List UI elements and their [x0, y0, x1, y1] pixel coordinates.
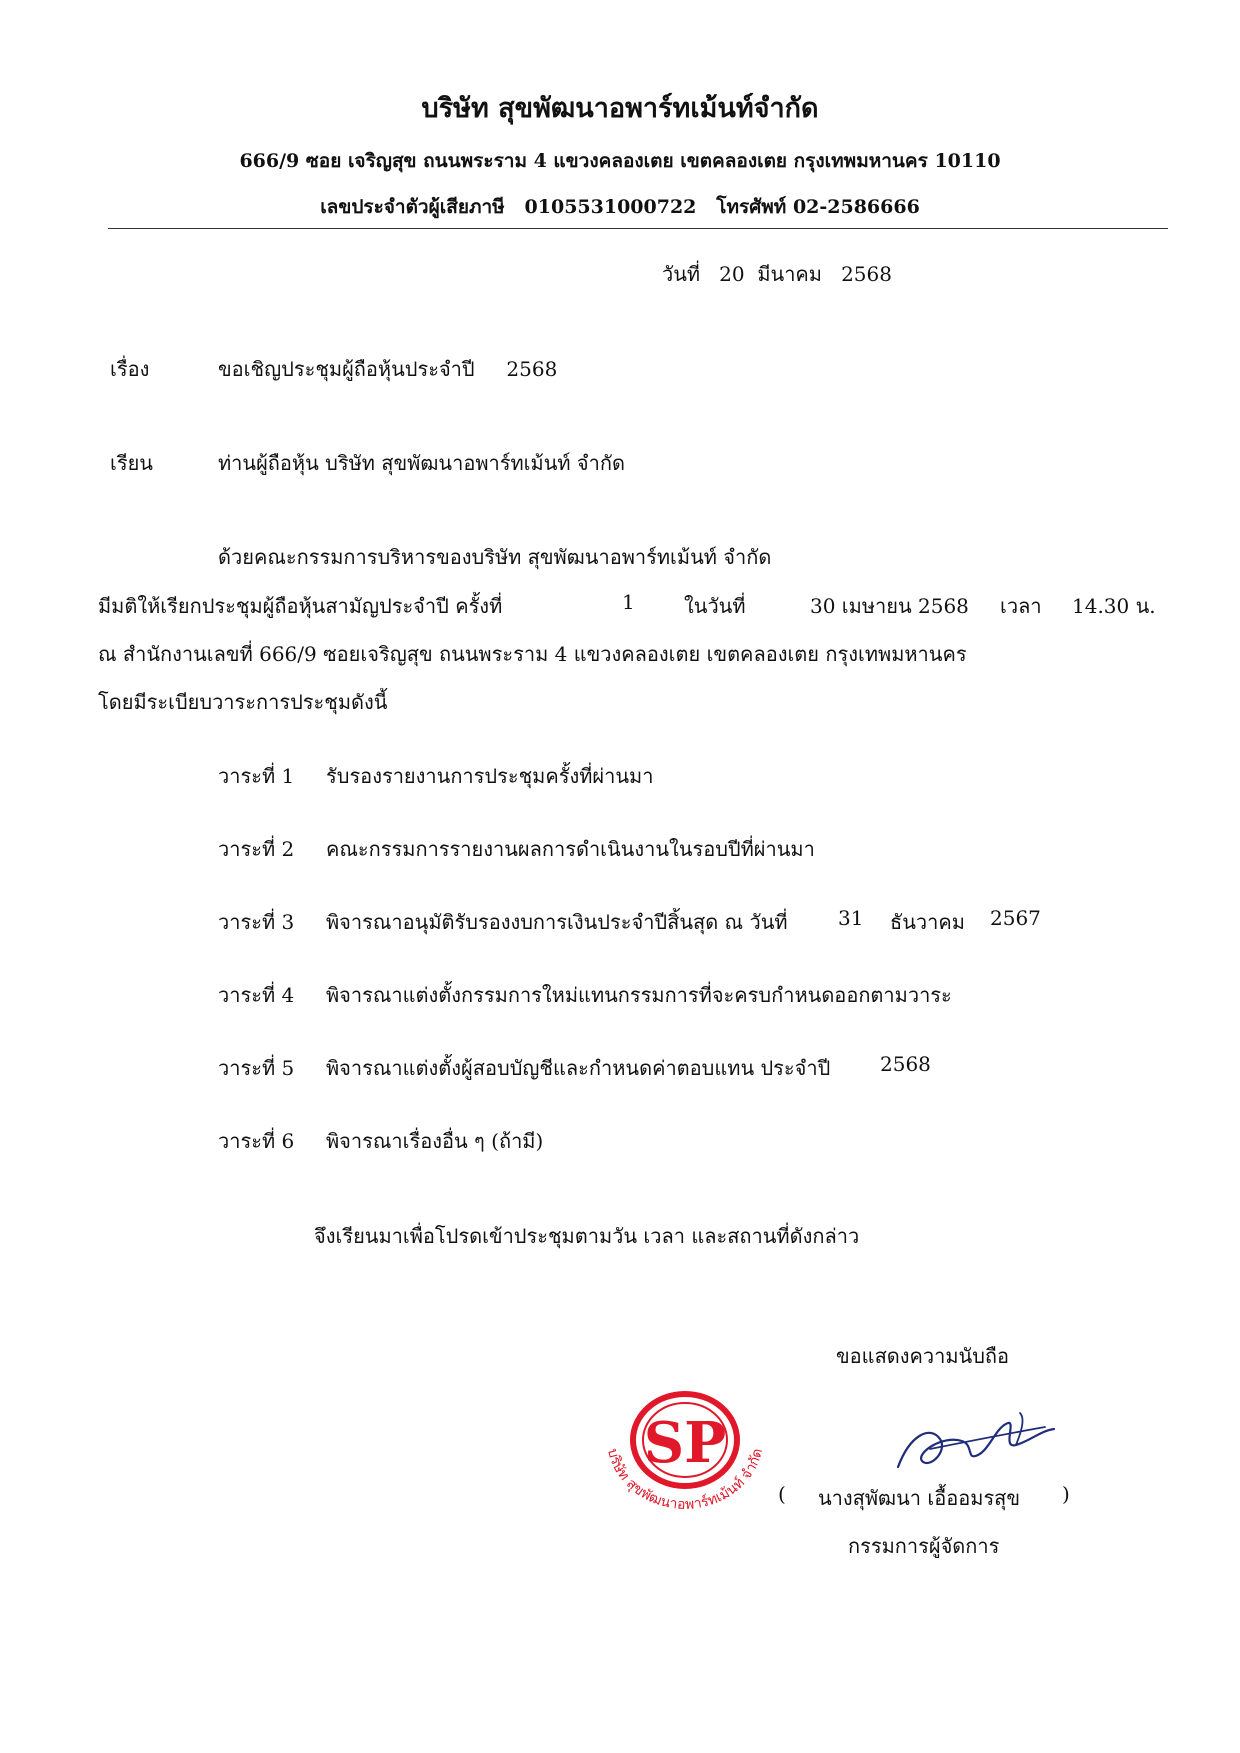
to-text: ท่านผู้ถือหุ้น บริษัท สุขพัฒนาอพาร์ทเม้นท์ จำกัด [218, 451, 625, 475]
agenda-label-4: วาระที่ 4 [218, 983, 295, 1007]
agenda-3-day: 31 [838, 906, 864, 930]
body-meeting-date: 30 เมษายน 2568 [810, 594, 969, 618]
agenda-label-6: วาระที่ 6 [218, 1129, 295, 1153]
body-meeting-number: 1 [622, 590, 635, 614]
agenda-label-2: วาระที่ 2 [218, 837, 295, 861]
phone-label: โทรศัพท์ [716, 196, 787, 218]
agenda-3-year: 2567 [990, 906, 1041, 930]
signature [870, 1405, 1060, 1485]
signer-position: กรรมการผู้จัดการ [848, 1534, 1000, 1558]
stamp-monogram: SP [643, 1410, 727, 1476]
body-line-2a: มีมติให้เรียกประชุมผู้ถือหุ้นสามัญประจำปี ครั้งที่ [98, 594, 503, 618]
company-address: 666/9 ซอย เจริญสุข ถนนพระราม 4 แขวงคลองเตย เขตคลองเตย กรุงเทพมหานคร 10110 [239, 150, 1001, 172]
date-year: 2568 [841, 262, 892, 286]
agenda-3-month: ธันวาคม [890, 910, 965, 934]
agenda-label-5: วาระที่ 5 [218, 1056, 295, 1080]
tax-id: 0105531000722 [524, 196, 697, 218]
date-label: วันที่ [662, 262, 701, 286]
agenda-label-1: วาระที่ 1 [218, 764, 295, 788]
company-name: บริษัท สุขพัฒนาอพาร์ทเม้นท์จำกัด [421, 93, 819, 124]
subject-label: เรื่อง [110, 357, 150, 381]
body-on-label: ในวันที่ [684, 594, 746, 618]
agenda-text-5: พิจารณาแต่งตั้งผู้สอบบัญชีและกำหนดค่าตอบแทน ประจำปี [326, 1056, 831, 1080]
phone-number: 02-2586666 [792, 196, 920, 218]
signer-name: นางสุพัฒนา เอื้ออมรสุข [818, 1486, 1021, 1510]
company-stamp [580, 1380, 790, 1550]
signer-paren-close: ) [1062, 1482, 1070, 1506]
tax-phone-line [0, 192, 1240, 222]
date-day: 20 [719, 262, 745, 286]
letter-date [662, 258, 892, 290]
subject-title: ขอเชิญประชุมผู้ถือหุ้นประจำปี [218, 357, 475, 381]
agenda-text-6: พิจารณาเรื่องอื่น ๆ (ถ้ามี) [326, 1129, 544, 1153]
agenda-5-year: 2568 [880, 1052, 931, 1076]
to-label: เรียน [110, 451, 153, 475]
subject-year: 2568 [506, 357, 558, 381]
subject-text [218, 353, 557, 385]
agenda-text-1: รับรองรายงานการประชุมครั้งที่ผ่านมา [326, 764, 654, 788]
signer-paren-open: ( [778, 1482, 786, 1506]
date-month: มีนาคม [757, 262, 822, 286]
body-line-4: โดยมีระเบียบวาระการประชุมดังนี้ [98, 690, 388, 714]
body-line-1: ด้วยคณะกรรมการบริหารของบริษัท สุขพัฒนาอพาร์ทเม้นท์ จำกัด [218, 545, 772, 569]
header-divider [108, 228, 1168, 229]
tax-id-label: เลขประจำตัวผู้เสียภาษี [320, 196, 505, 218]
stamp-ring-textpath: บริษัท สุขพัฒนาอพาร์ทเม้นท์ จำกัด [603, 1446, 767, 1513]
agenda-label-3: วาระที่ 3 [218, 910, 295, 934]
body-time-label: เวลา [1000, 594, 1042, 618]
body-meeting-time: 14.30 น. [1072, 594, 1156, 618]
agenda-text-4: พิจารณาแต่งตั้งกรรมการใหม่แทนกรรมการที่จะครบกำหนดออกตามวาระ [326, 983, 952, 1007]
closing-sentence: จึงเรียนมาเพื่อโปรดเข้าประชุมตามวัน เวลา และสถานที่ดังกล่าว [314, 1224, 860, 1248]
regards-text: ขอแสดงความนับถือ [836, 1344, 1010, 1368]
body-line-3: ณ สำนักงานเลขที่ 666/9 ซอยเจริญสุข ถนนพระราม 4 แขวงคลองเตย เขตคลองเตย กรุงเทพมหานคร [98, 642, 967, 666]
agenda-text-2: คณะกรรมการรายงานผลการดำเนินงานในรอบปีที่ผ่านมา [326, 837, 815, 861]
agenda-text-3: พิจารณาอนุมัติรับรองงบการเงินประจำปีสิ้นสุด ณ วันที่ [326, 910, 788, 934]
